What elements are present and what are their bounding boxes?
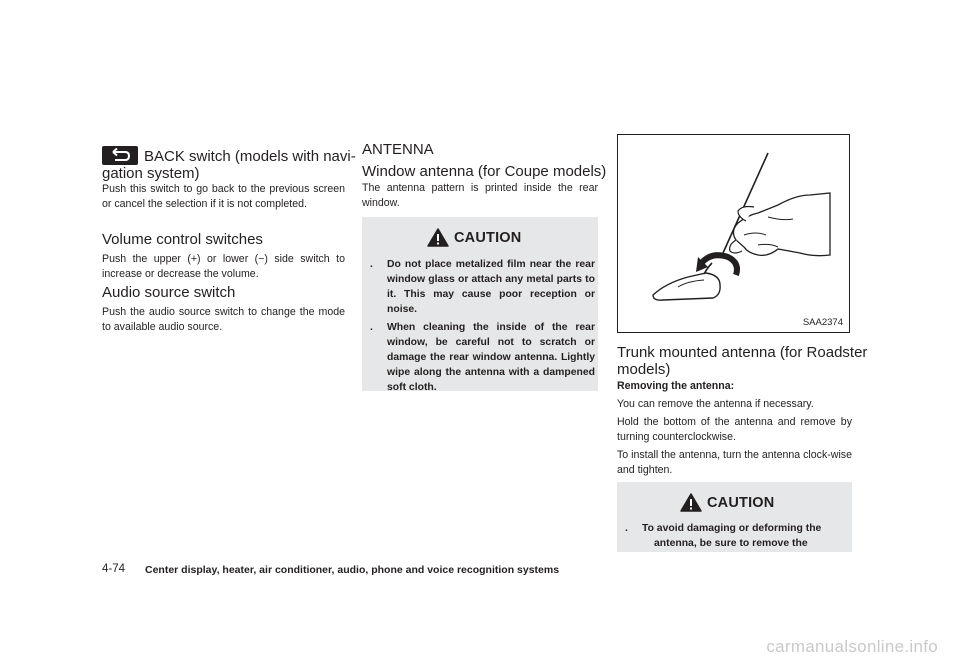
- warning-icon: [680, 493, 702, 512]
- bullet-dot: .: [370, 259, 373, 270]
- caution-item: [625, 521, 845, 551]
- back-switch-heading: BACK switch (models with navi-: [144, 148, 356, 165]
- figure-label: SAA2374: [802, 317, 843, 328]
- antenna-illustration: [617, 134, 850, 333]
- back-arrow-icon: [102, 146, 138, 165]
- page-number: 4-74: [102, 563, 126, 575]
- audio-text: Push the audio source switch to change the mode to available audio source.: [102, 306, 345, 333]
- trunk-antenna-heading-cont: models): [617, 361, 671, 378]
- hand-removing-antenna-illustration: [618, 135, 849, 332]
- caution-title: CAUTION: [707, 495, 775, 511]
- bullet-dot: .: [625, 523, 628, 534]
- warning-icon: [427, 228, 449, 247]
- back-switch-heading-cont: gation system): [102, 165, 200, 182]
- caution-title: CAUTION: [454, 230, 522, 246]
- removing-text-1: You can remove the antenna if necessary.: [617, 398, 814, 410]
- caution-item-text: When cleaning the inside of the rear window, be careful not to scratch or damage the rear window antenna. Lightly wipe along the antenna with a dampened soft cloth.: [387, 322, 595, 393]
- chapter-title: Center display, heater, air conditioner, audio, phone and voice recognition systems: [145, 564, 560, 576]
- bullet-dot: .: [370, 322, 373, 333]
- caution-box-2: [617, 482, 852, 552]
- caution-item-text-line2: antenna, be sure to remove the: [654, 538, 808, 549]
- watermark: carmanualsonline.info: [766, 637, 938, 656]
- window-antenna-text: The antenna pattern is printed inside the rear window.: [362, 182, 598, 209]
- audio-heading: Audio source switch: [102, 284, 236, 301]
- back-button-icon: [102, 146, 138, 165]
- caution-item-text: Do not place metalized film near the rear window glass or attach any metal parts to it. This may cause poor reception or noise.: [387, 259, 595, 315]
- install-text: To install the antenna, turn the antenna clock-wise and tighten.: [617, 449, 852, 476]
- volume-text: Push the upper (+) or lower (−) side switch to increase or decrease the volume.: [102, 253, 345, 280]
- volume-heading: Volume control switches: [102, 231, 263, 248]
- caution-box: [362, 217, 598, 391]
- antenna-heading: ANTENNA: [362, 141, 434, 158]
- window-antenna-heading: Window antenna (for Coupe models): [362, 163, 607, 180]
- back-switch-text: Push this switch to go back to the previous screen or cancel the selection if it is not completed.: [102, 183, 345, 210]
- caution-item-text-line1: To avoid damaging or deforming the: [642, 523, 822, 534]
- removing-text-2: Hold the bottom of the antenna and remove by turning counterclockwise.: [617, 416, 852, 443]
- trunk-antenna-heading: Trunk mounted antenna (for Roadster: [617, 344, 868, 361]
- removing-heading: Removing the antenna:: [617, 380, 735, 392]
